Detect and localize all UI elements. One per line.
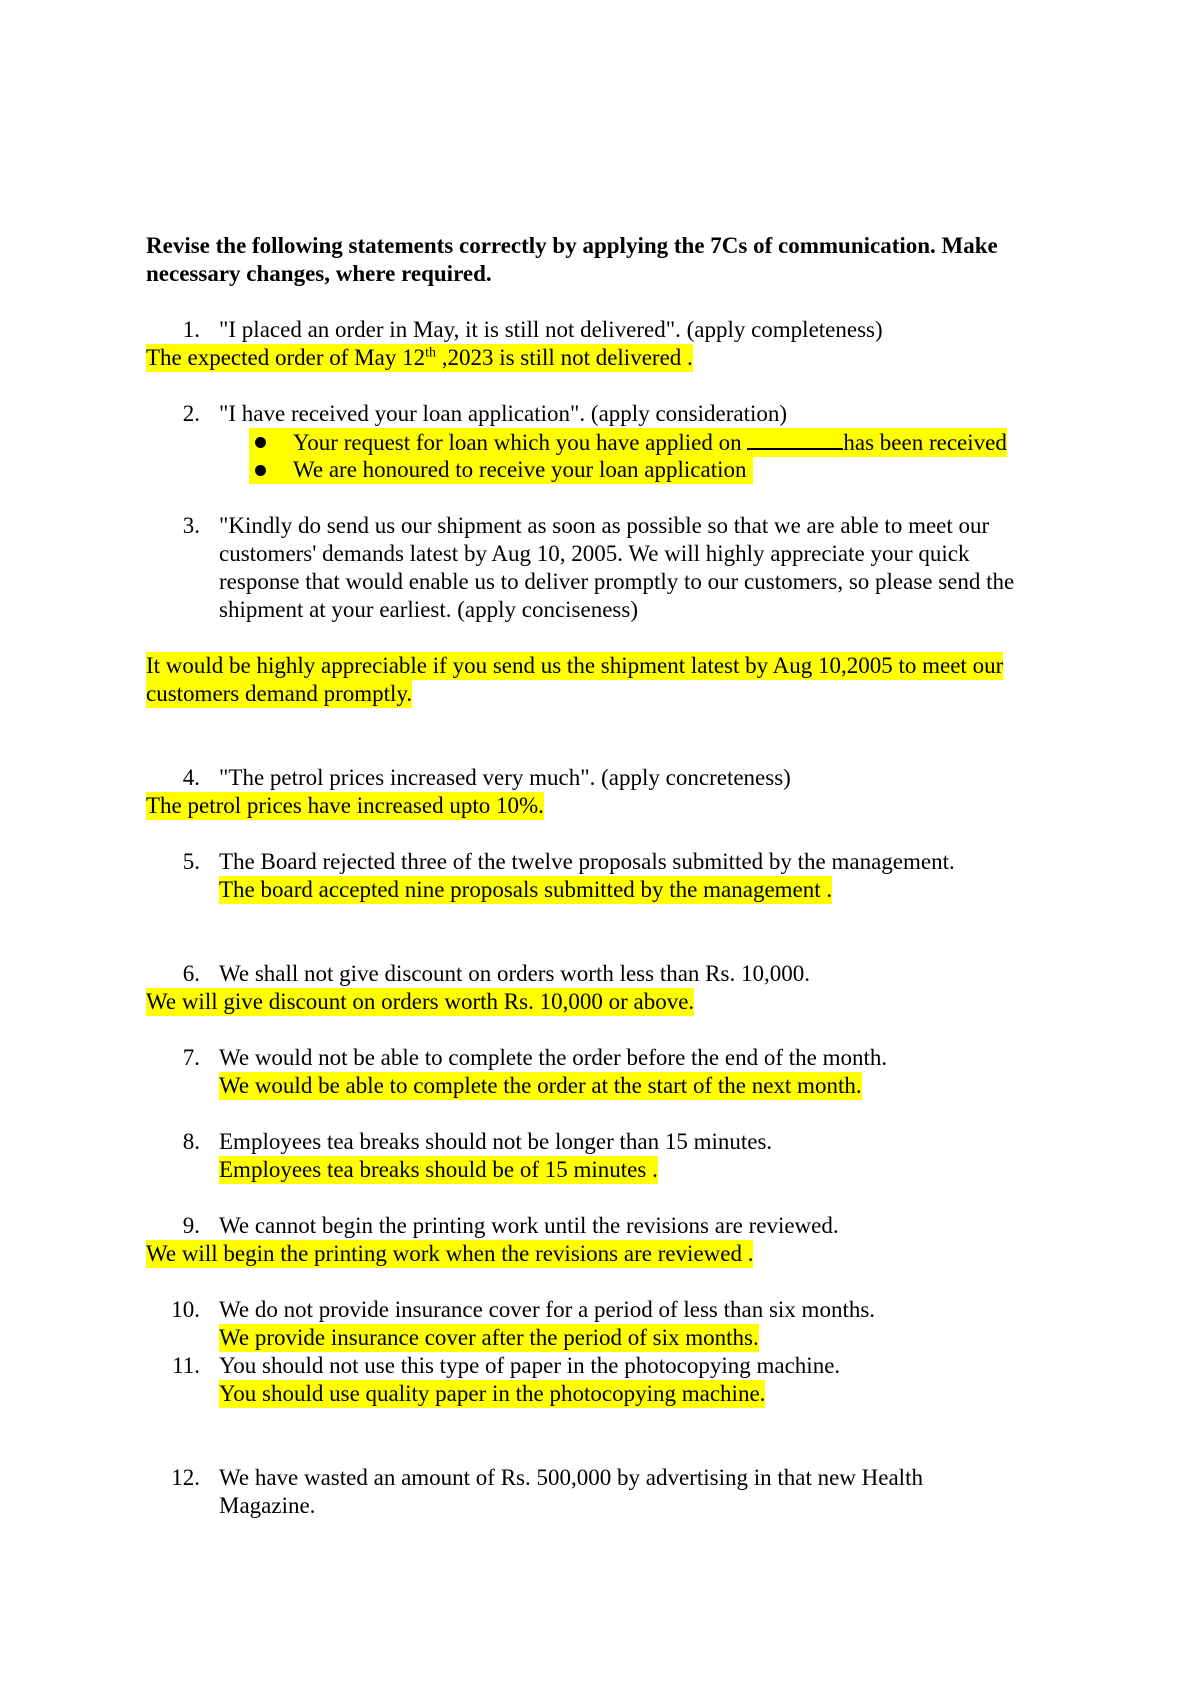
item-question: We do not provide insurance cover for a period of less than six months. bbox=[219, 1297, 876, 1322]
item-question: We have wasted an amount of Rs. 500,000 by advertising in that new Health bbox=[219, 1465, 923, 1490]
item-answer: The board accepted nine proposals submitted by the management . bbox=[219, 877, 833, 902]
item-number: 9. bbox=[182, 1213, 200, 1238]
item-number: 3. bbox=[182, 513, 200, 538]
item-question: "I have received your loan application". (apply consideration) bbox=[219, 401, 788, 426]
item-answer: You should use quality paper in the photocopying machine. bbox=[219, 1381, 766, 1406]
item-answer bbox=[146, 344, 693, 372]
item-answer: We provide insurance cover after the period of six months. bbox=[219, 1325, 759, 1350]
item-question: response that would enable us to deliver promptly to our customers, so please send the bbox=[219, 569, 1015, 594]
item-question: We shall not give discount on orders worth less than Rs. 10,000. bbox=[219, 961, 810, 986]
bullet-answer bbox=[249, 428, 1007, 457]
item-question: The Board rejected three of the twelve proposals submitted by the management. bbox=[219, 849, 955, 874]
item-question: You should not use this type of paper in the photocopying machine. bbox=[219, 1353, 841, 1378]
bullet-icon bbox=[255, 437, 266, 448]
item-number: 8. bbox=[182, 1129, 200, 1154]
item-question: Magazine. bbox=[219, 1493, 316, 1518]
item-number: 11. bbox=[172, 1353, 200, 1378]
item-question: customers' demands latest by Aug 10, 2005. We will highly appreciate your quick bbox=[219, 541, 970, 566]
item-answer: It would be highly appreciable if you send us the shipment latest by Aug 10,2005 to meet our bbox=[146, 653, 1004, 678]
answer-text: The expected order of May 12 bbox=[146, 345, 426, 370]
bullet-icon bbox=[255, 465, 266, 476]
answer-text: Your request for loan which you have applied on bbox=[293, 430, 748, 455]
item-number: 10. bbox=[171, 1297, 200, 1322]
item-number: 12. bbox=[171, 1465, 200, 1490]
item-answer: The petrol prices have increased upto 10%. bbox=[146, 793, 544, 818]
item-number: 1. bbox=[182, 317, 200, 342]
item-answer: We will give discount on orders worth Rs. 10,000 or above. bbox=[146, 989, 695, 1014]
item-answer: customers demand promptly. bbox=[146, 681, 413, 706]
item-number: 6. bbox=[182, 961, 200, 986]
item-answer: We would be able to complete the order at the start of the next month. bbox=[219, 1073, 862, 1098]
item-number: 5. bbox=[182, 849, 200, 874]
item-answer: Employees tea breaks should be of 15 minutes . bbox=[219, 1157, 658, 1182]
item-number: 4. bbox=[182, 765, 200, 790]
item-question: Employees tea breaks should not be longer than 15 minutes. bbox=[219, 1129, 773, 1154]
answer-text: We are honoured to receive your loan application bbox=[293, 457, 747, 482]
item-answer: We will begin the printing work when the revisions are reviewed . bbox=[146, 1241, 754, 1266]
bullet-answer bbox=[249, 456, 753, 484]
item-number: 2. bbox=[182, 401, 200, 426]
blank-line bbox=[747, 428, 843, 450]
item-question: "Kindly do send us our shipment as soon as possible so that we are able to meet our bbox=[219, 513, 990, 538]
answer-text: has been received bbox=[843, 430, 1007, 455]
item-question: "I placed an order in May, it is still not delivered". (apply completeness) bbox=[219, 317, 883, 342]
instruction-line-1: Revise the following statements correctly by applying the 7Cs of communication. Make bbox=[146, 233, 998, 258]
item-number: 7. bbox=[182, 1045, 200, 1070]
instruction-line-2: necessary changes, where required. bbox=[146, 261, 492, 286]
answer-superscript: th bbox=[425, 345, 436, 361]
item-question: We cannot begin the printing work until the revisions are reviewed. bbox=[219, 1213, 839, 1238]
item-question: "The petrol prices increased very much". (apply concreteness) bbox=[219, 765, 791, 790]
answer-text: ,2023 is still not delivered . bbox=[435, 345, 693, 370]
item-question: We would not be able to complete the order before the end of the month. bbox=[219, 1045, 888, 1070]
item-question: shipment at your earliest. (apply conciseness) bbox=[219, 597, 638, 622]
